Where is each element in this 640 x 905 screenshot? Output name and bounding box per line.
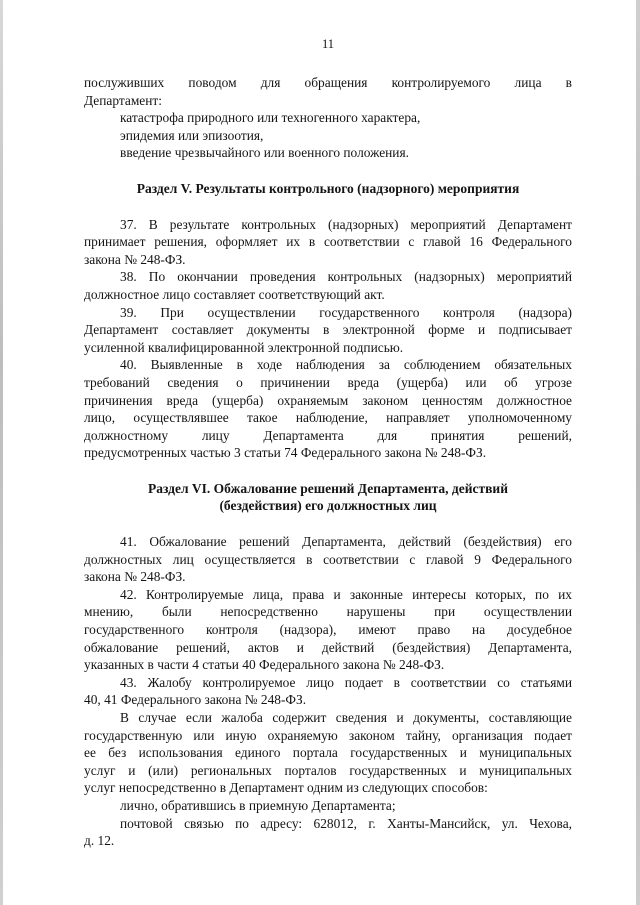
submission-way-personal: лично, обратившись в приемную Департамента; [120,797,396,813]
list-item: введение чрезвычайного или военного положения. [120,145,409,161]
paragraph-41-line: должностных лиц осуществляется в соответствии с главой 9 Федерального [84,551,572,567]
paragraph-38-line: 38. По окончании проведения контрольных (надзорных) мероприятий [120,269,572,285]
document-body [84,74,572,850]
paragraph-42-line: 42. Контролируемые лица, права и законные интересы которых, по их [120,586,572,602]
paragraph-39-line: усиленной квалифицированной электронной подписью. [84,339,404,355]
section-6-heading-line: Раздел VI. Обжалование решений Департамента, действий [147,480,508,496]
intro-line: послуживших поводом для обращения контролируемого лица в [84,75,572,90]
paragraph-40-line: 40. Выявленные в ходе наблюдения за соблюдением обязательных [120,357,572,373]
scan-edge-left [0,0,3,905]
document-page [84,0,572,905]
paragraph-42-line: указанных в части 4 статьи 40 Федерального закона № 248-ФЗ. [84,657,445,673]
paragraph-40-line: требований сведения о причинении вреда (ущерба) или об угрозе [84,374,572,390]
complaint-paragraph-line: В случае если жалоба содержит сведения и документы, составляющие [120,710,572,725]
paragraph-37-line: 37. В результате контрольных (надзорных) мероприятий Департамент [120,216,572,232]
paragraph-42-line: государственного контроля (надзора), имеют право на досудебное [84,622,572,638]
paragraph-41-line: 41. Обжалование решений Департамента, действий (бездействия) его [120,534,572,550]
complaint-paragraph-line: ее без использования единого портала государственных и муниципальных [84,745,572,761]
section-5-heading: Раздел V. Результаты контрольного (надзорного) мероприятия [136,180,520,196]
intro-line: Департамент: [84,92,162,108]
paragraph-43-line: 40, 41 Федерального закона № 248-ФЗ. [84,692,307,708]
complaint-paragraph-line: услуг непосредственно в Департамент одним из следующих способов: [84,780,488,796]
paragraph-40-line: предусмотренных частью 3 статьи 74 Федерального закона № 248-ФЗ. [84,445,487,461]
paragraph-39-line: Департамент составляет документы в электронной форме и подписывает [84,322,572,338]
paragraph-40-line: лицо, осуществлявшее такое наблюдение, направляет уполномоченному [84,410,572,426]
page-number: 11 [321,37,335,51]
paragraph-40-line: должностному лицу Департамента для принятия решений, [84,427,572,443]
paragraph-43-line: 43. Жалобу контролируемое лицо подает в соответствии со статьями [120,674,572,690]
paragraph-37-line: принимает решения, оформляет их в соответствии с главой 16 Федерального [84,234,572,250]
submission-way-postal: д. 12. [84,833,115,849]
paragraph-38-line: должностное лицо составляет соответствующий акт. [84,286,385,302]
scan-edge-right [636,0,640,905]
list-item: эпидемия или эпизоотия, [120,127,264,143]
paragraph-41-line: закона № 248-ФЗ. [84,569,186,585]
section-6-heading-line: (бездействия) его должностных лиц [219,498,437,514]
list-item: катастрофа природного или техногенного характера, [120,110,421,126]
submission-way-postal: почтовой связью по адресу: 628012, г. Ханты-Мансийск, ул. Чехова, [120,815,572,831]
paragraph-42-line: мнению, были непосредственно нарушены при осуществлении [84,604,572,620]
paragraph-42-line: обжалование решений, актов и действий (бездействия) Департамента, [84,639,572,655]
complaint-paragraph-line: государственную или иную охраняемую законом тайну, организация подает [84,727,572,743]
paragraph-37-line: закона № 248-ФЗ. [84,251,186,267]
complaint-paragraph-line: услуг и (или) региональных порталов государственных и муниципальных [84,762,572,778]
paragraph-40-line: причинения вреда (ущерба) охраняемым законом ценностям должностное [84,392,572,408]
paragraph-39-line: 39. При осуществлении государственного контроля (надзора) [120,304,572,320]
section-6-heading [84,480,572,515]
